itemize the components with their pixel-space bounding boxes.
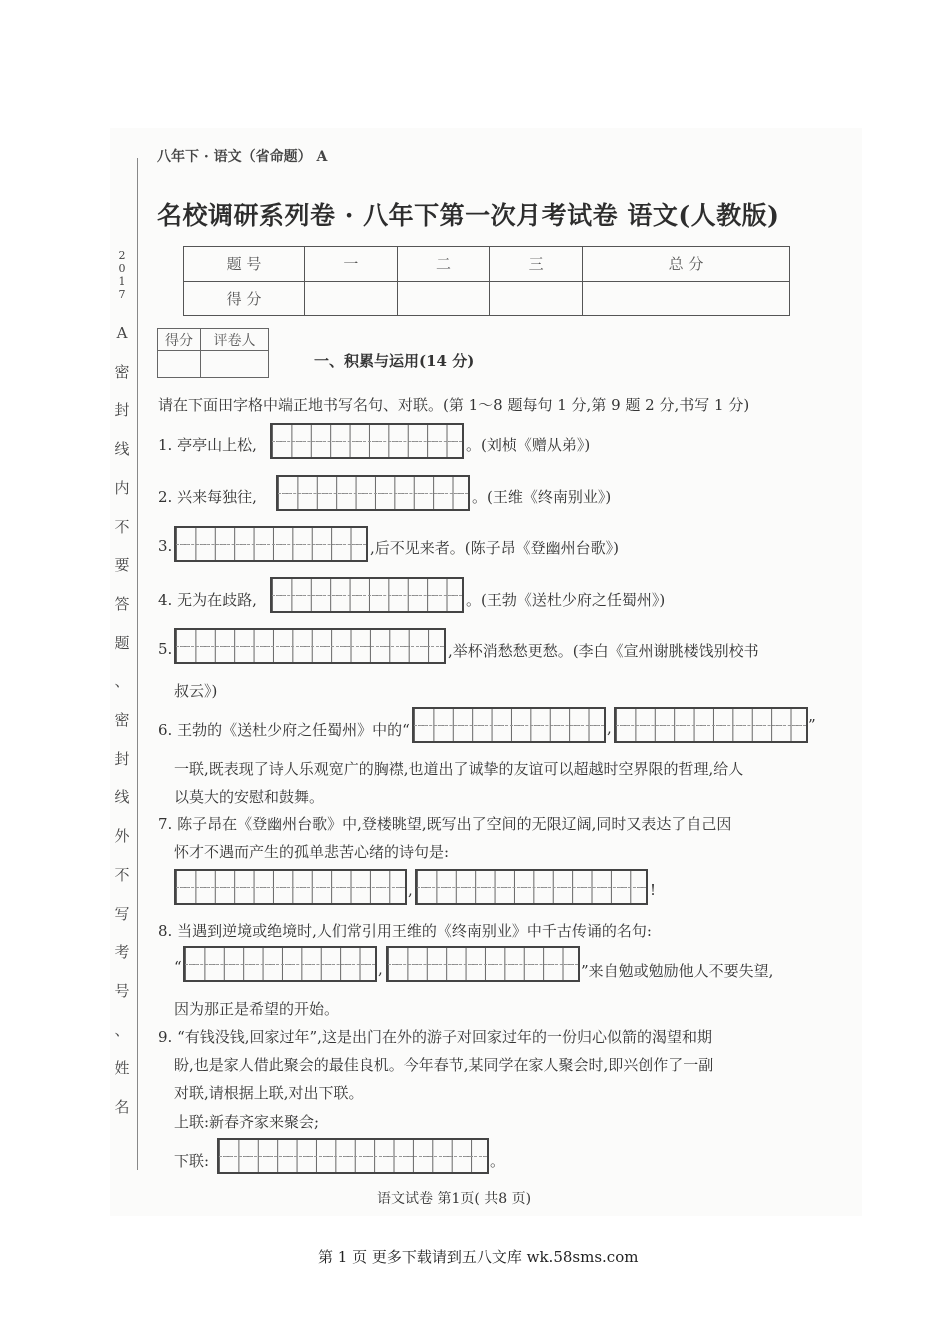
sidebar-char: 、 bbox=[114, 1020, 130, 1039]
score-header-cell: 三 bbox=[490, 247, 583, 282]
q1-source: 。(刘桢《赠从弟》) bbox=[466, 436, 591, 454]
grade-grader-cell[interactable] bbox=[201, 351, 269, 378]
score-table bbox=[183, 246, 790, 316]
sidebar-char: 封 bbox=[114, 749, 130, 768]
sidebar-char: 线 bbox=[114, 788, 130, 807]
sidebar-char: 号 bbox=[114, 981, 130, 1000]
q9-period: 。 bbox=[490, 1152, 506, 1170]
q8-open-quote: “ bbox=[174, 958, 182, 976]
sidebar-char: 名 bbox=[114, 1098, 130, 1116]
paper-header: 八年下 · 语文（省命题） A bbox=[157, 149, 328, 165]
download-note: 第 1 页 更多下载请到五八文库 wk.58sms.com bbox=[318, 1248, 639, 1266]
q2-source: 。(王维《终南别业》) bbox=[472, 488, 612, 506]
sidebar-char: 题 bbox=[114, 633, 130, 652]
q8-answer-grid-2[interactable] bbox=[386, 946, 580, 982]
q4-answer-grid[interactable] bbox=[270, 577, 464, 613]
exam-title: 名校调研系列卷 · 八年下第一次月考试卷 语文(人教版) bbox=[157, 201, 780, 230]
sidebar-char: 不 bbox=[114, 865, 130, 884]
q6-comma: , bbox=[607, 719, 612, 737]
grade-score-label: 得分 bbox=[158, 329, 201, 351]
q7-text-line2: 怀才不遇而产生的孤单悲苦心绪的诗句是: bbox=[174, 843, 450, 861]
score-cell[interactable] bbox=[490, 281, 583, 316]
sidebar-char: 1 bbox=[118, 275, 126, 288]
q8-comma: , bbox=[378, 960, 383, 978]
q5-source: ,举杯消愁愁更愁。(李白《宣州谢朓楼饯别校书 bbox=[448, 642, 759, 660]
q7-exclaim: ! bbox=[650, 881, 657, 899]
q6-answer-grid-1[interactable] bbox=[412, 707, 606, 743]
grade-grader-label: 评卷人 bbox=[201, 329, 269, 351]
grade-score-cell[interactable] bbox=[158, 351, 201, 378]
score-table-row bbox=[184, 247, 790, 282]
q6-text-line3: 以莫大的安慰和鼓舞。 bbox=[174, 788, 325, 806]
sidebar-char: 要 bbox=[114, 556, 130, 575]
score-label-cell: 得 分 bbox=[184, 281, 305, 316]
sidebar-char: 答 bbox=[114, 594, 130, 613]
score-header-cell: 题 号 bbox=[184, 247, 305, 282]
q9-text-line2: 盼,也是家人借此聚会的最佳良机。今年春节,某同学在家人聚会时,即兴创作了一副 bbox=[174, 1056, 714, 1074]
q9-lower-label: 下联: bbox=[174, 1152, 210, 1170]
q7-answer-grid-1[interactable] bbox=[174, 869, 407, 905]
q5-answer-grid[interactable] bbox=[174, 628, 446, 664]
q7-answer-grid-2[interactable] bbox=[415, 869, 648, 905]
section-one-heading: 一、积累与运用(14 分) bbox=[314, 352, 475, 370]
q9-text-line1: 9. “有钱没钱,回家过年”,这是出门在外的游子对回家过年的一份归心似箭的渴望和期 bbox=[158, 1028, 712, 1046]
q4-prompt: 4. 无为在歧路, bbox=[158, 591, 257, 609]
q6-close-quote: ” bbox=[808, 716, 816, 734]
q4-source: 。(王勃《送杜少府之任蜀州》) bbox=[466, 591, 666, 609]
q9-answer-grid[interactable] bbox=[217, 1138, 489, 1174]
page-footer: 语文试卷 第1页( 共8 页) bbox=[377, 1191, 532, 1207]
seal-line bbox=[137, 158, 138, 1170]
sidebar-char: 密 bbox=[114, 711, 130, 729]
q6-answer-grid-2[interactable] bbox=[614, 707, 808, 743]
q3-answer-grid[interactable] bbox=[174, 526, 368, 562]
score-cell[interactable] bbox=[305, 281, 398, 316]
q8-text-tail: ”来自勉或勉励他人不要失望, bbox=[581, 962, 774, 980]
q2-prompt: 2. 兴来每独往, bbox=[158, 488, 257, 506]
score-header-cell: 二 bbox=[397, 247, 490, 282]
q8-answer-grid-1[interactable] bbox=[183, 946, 377, 982]
score-header-cell: 总 分 bbox=[582, 247, 789, 282]
score-cell[interactable] bbox=[582, 281, 789, 316]
sidebar-char: 0 bbox=[118, 262, 126, 275]
q5-prompt: 5. bbox=[158, 640, 173, 658]
sidebar-char: 、 bbox=[114, 672, 130, 691]
sidebar-char: 2 bbox=[118, 249, 126, 262]
q9-upper-couplet: 上联:新春齐家来聚会; bbox=[174, 1113, 320, 1131]
q6-text-line2: 一联,既表现了诗人乐观宽广的胸襟,也道出了诚挚的友谊可以超越时空界限的哲理,给人 bbox=[174, 760, 744, 778]
q7-comma: , bbox=[408, 881, 413, 899]
score-header-cell: 一 bbox=[305, 247, 398, 282]
q3-source: ,后不见来者。(陈子昂《登幽州台歌》) bbox=[370, 539, 619, 557]
instruction: 请在下面田字格中端正地书写名句、对联。(第 1～8 题每句 1 分,第 9 题 2 分,书写 1 分) bbox=[158, 396, 750, 414]
sidebar-char: 7 bbox=[118, 288, 126, 301]
sidebar-char: A bbox=[116, 324, 128, 342]
q3-prompt: 3. bbox=[158, 537, 173, 555]
q7-text-line1: 7. 陈子昂在《登幽州台歌》中,登楼眺望,既写出了空间的无限辽阔,同时又表达了自己因 bbox=[158, 815, 732, 833]
q5-source-cont: 叔云》) bbox=[174, 682, 218, 700]
score-table-row bbox=[184, 281, 790, 316]
q8-text-line3: 因为那正是希望的开始。 bbox=[174, 1000, 340, 1018]
sidebar-char: 密 bbox=[114, 362, 130, 381]
sidebar-char: 写 bbox=[114, 904, 130, 923]
q2-answer-grid[interactable] bbox=[276, 475, 470, 511]
q1-answer-grid[interactable] bbox=[270, 423, 464, 459]
q9-text-line3: 对联,请根据上联,对出下联。 bbox=[174, 1084, 364, 1102]
sidebar-char: 不 bbox=[114, 517, 130, 536]
sidebar-char: 线 bbox=[114, 440, 130, 459]
sidebar-char: 内 bbox=[114, 478, 130, 497]
sidebar-char: 外 bbox=[114, 827, 130, 846]
q1-prompt: 1. 亭亭山上松, bbox=[158, 436, 257, 454]
sidebar-char: 考 bbox=[114, 943, 130, 962]
score-cell[interactable] bbox=[397, 281, 490, 316]
sidebar-char: 姓 bbox=[114, 1059, 130, 1078]
sidebar-char: 封 bbox=[114, 401, 130, 420]
q6-prompt: 6. 王勃的《送杜少府之任蜀州》中的“ bbox=[158, 721, 410, 739]
grade-box bbox=[157, 328, 269, 378]
q8-text-line1: 8. 当遇到逆境或绝境时,人们常引用王维的《终南别业》中千古传诵的名句: bbox=[158, 922, 652, 940]
